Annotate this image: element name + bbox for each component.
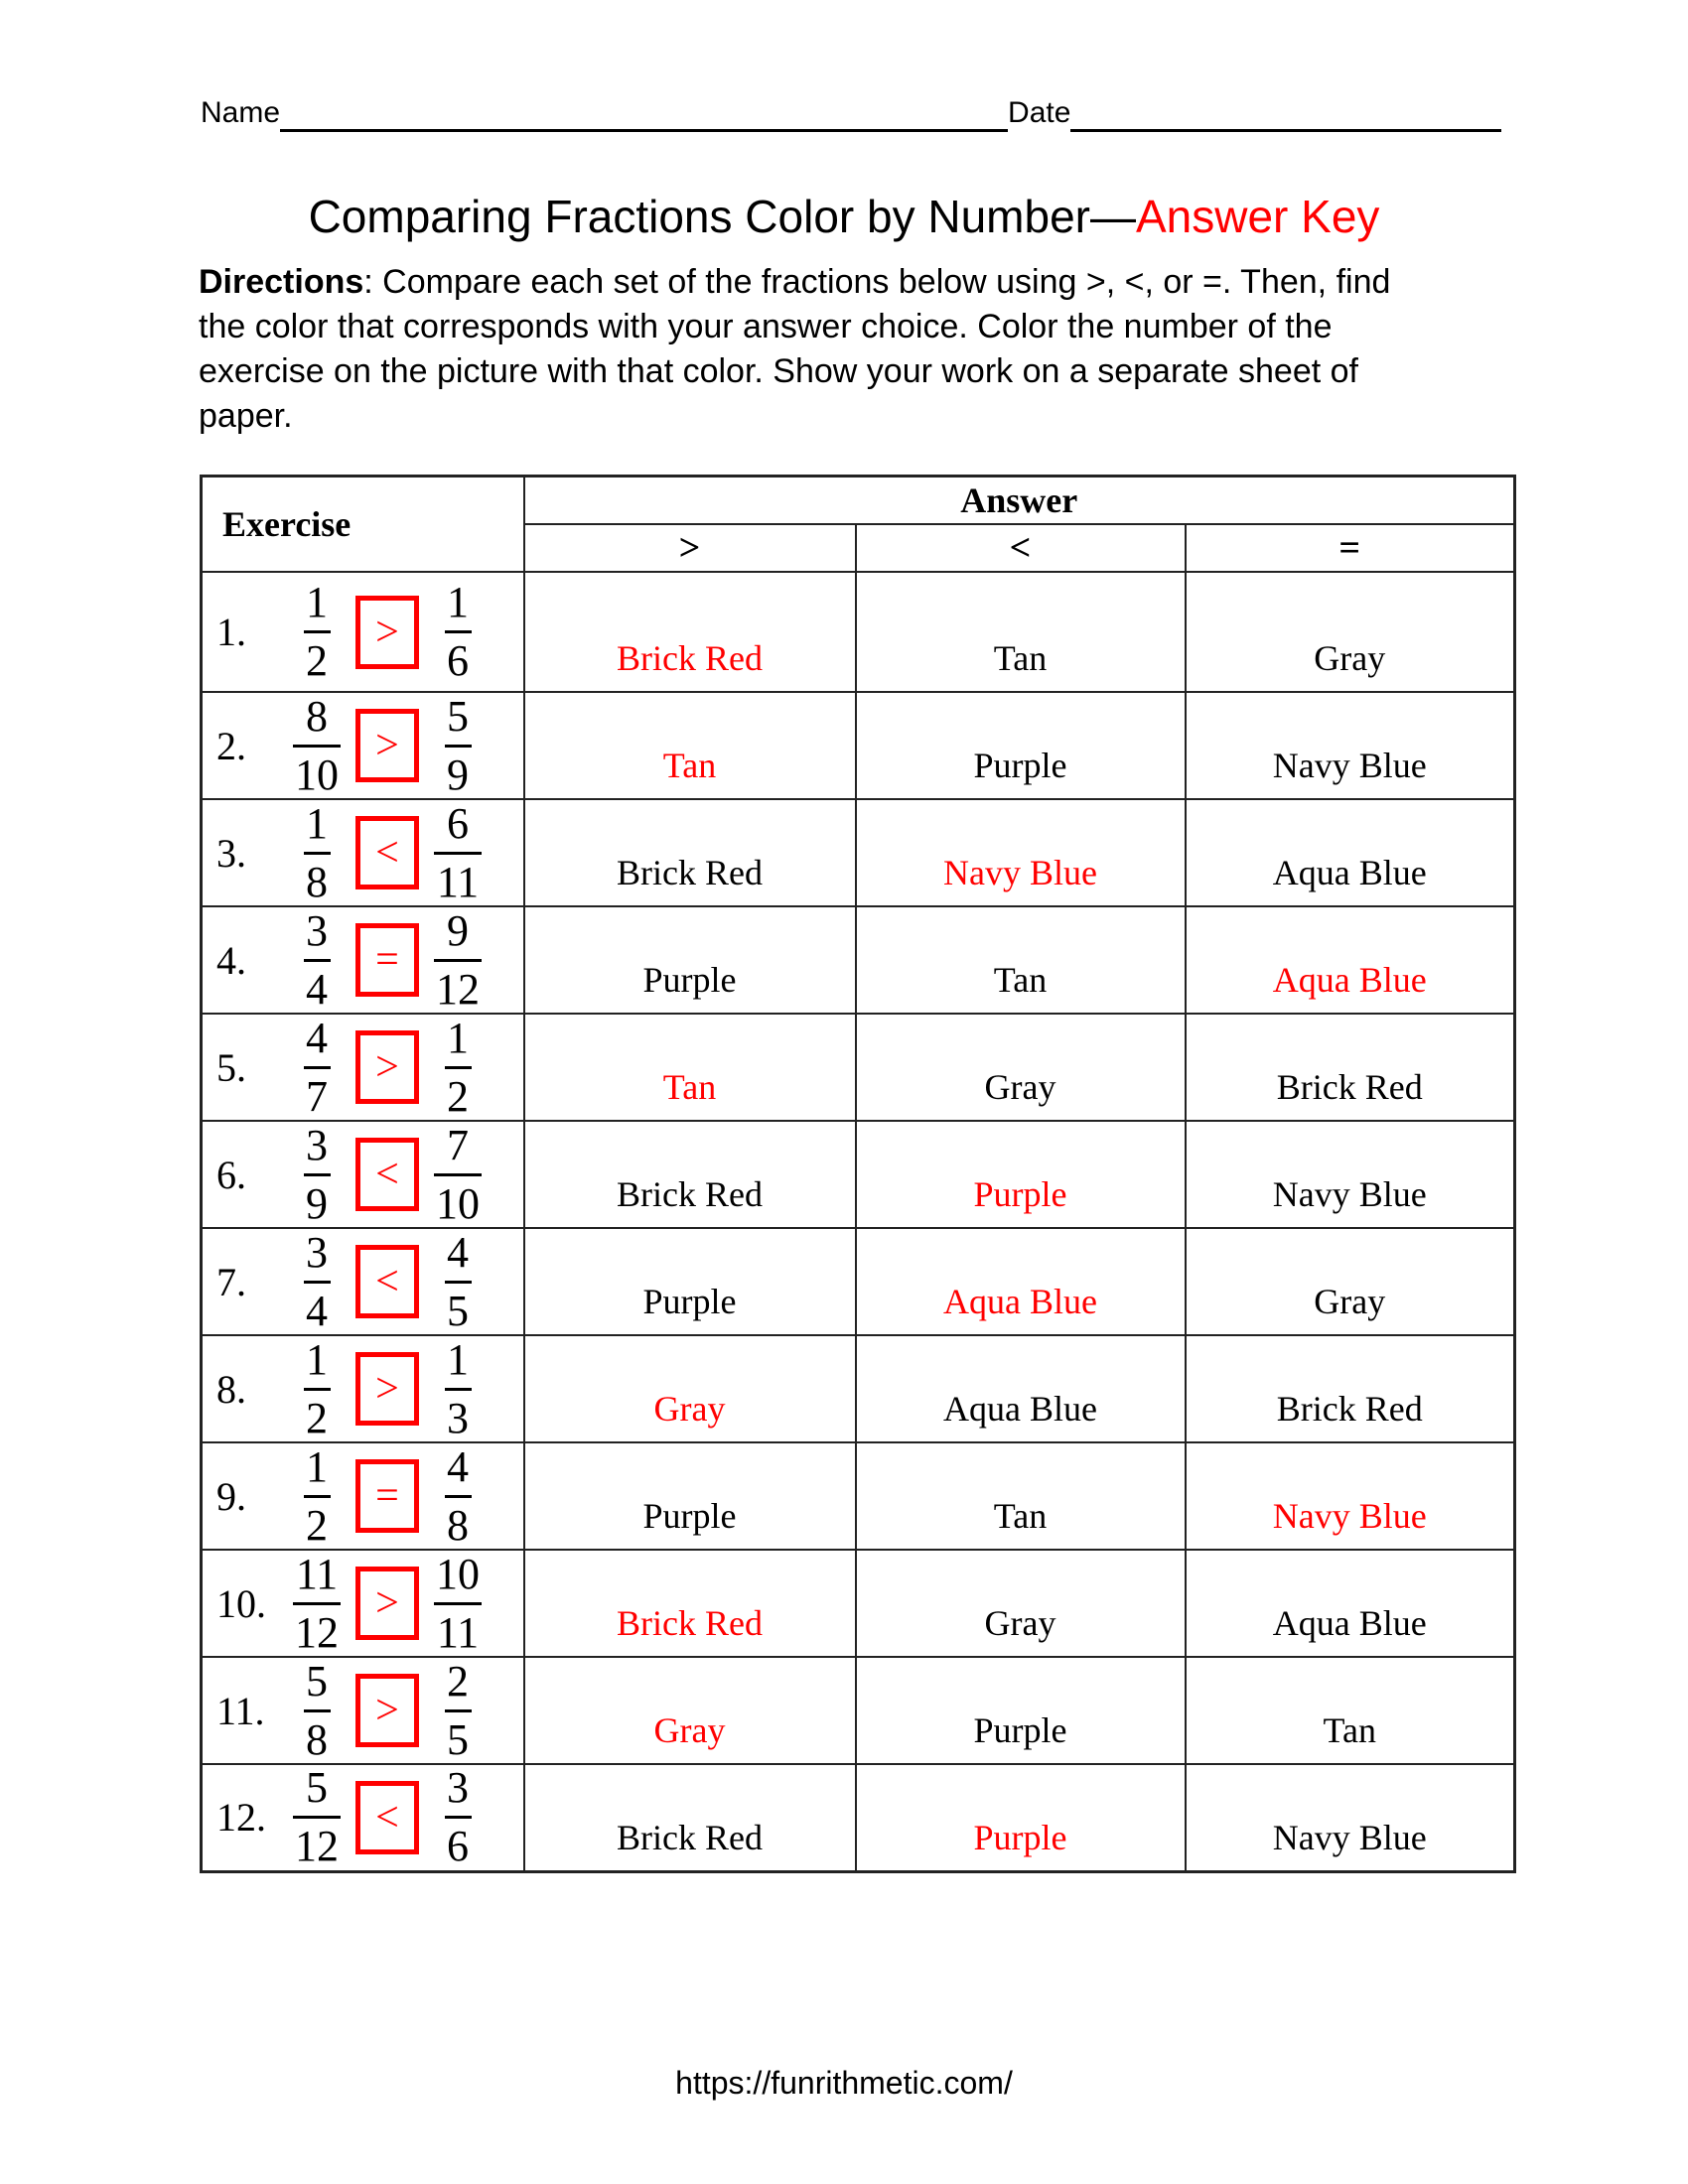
comparison-symbol: < <box>375 1259 399 1304</box>
fraction-denominator: 11 <box>436 1607 480 1657</box>
exercise-cell <box>202 572 524 692</box>
fraction-left <box>290 1013 344 1121</box>
comparison-symbol: < <box>375 1152 399 1197</box>
fraction-bar <box>304 630 331 633</box>
fraction-right <box>431 1120 485 1228</box>
fraction-numerator: 1 <box>306 1441 328 1491</box>
fraction-denominator: 11 <box>436 857 480 906</box>
fraction-bar <box>434 959 482 962</box>
exercise-cell <box>202 1014 524 1121</box>
fraction-numerator: 1 <box>447 1334 469 1384</box>
fraction-bar <box>304 1495 331 1498</box>
fraction-bar <box>445 1816 472 1819</box>
fraction-bar <box>304 1281 331 1284</box>
fraction-bar <box>434 852 482 855</box>
answer-gt-cell: Gray <box>524 1335 856 1442</box>
answer-eq-cell: Brick Red <box>1186 1014 1515 1121</box>
table-header-row-1 <box>202 477 1515 525</box>
exercise-content <box>216 1549 522 1657</box>
exercise-content <box>216 905 522 1014</box>
answer-gt-cell: Purple <box>524 1442 856 1550</box>
comparison-symbol: = <box>375 1473 399 1519</box>
fraction-denominator: 7 <box>306 1071 328 1121</box>
fraction-right <box>431 1334 485 1442</box>
fraction-numerator: 5 <box>306 1763 328 1813</box>
fraction-right <box>431 905 485 1014</box>
fraction-right <box>431 1763 485 1871</box>
answer-gt-cell: Purple <box>524 906 856 1014</box>
answer-gt-cell: Purple <box>524 1228 856 1335</box>
equals-column-header: = <box>1186 524 1515 572</box>
answer-lt-cell: Tan <box>856 906 1186 1014</box>
exercise-cell <box>202 906 524 1014</box>
date-label: Date <box>1008 96 1071 129</box>
fraction-right <box>431 1013 485 1121</box>
answer-gt-cell: Tan <box>524 1014 856 1121</box>
fraction-bar <box>445 1709 472 1712</box>
answer-lt-cell: Tan <box>856 1442 1186 1550</box>
exercise-cell <box>202 1442 524 1550</box>
exercise-number: 5. <box>216 1044 246 1090</box>
answer-lt-cell: Purple <box>856 1121 1186 1228</box>
directions-line-4: paper. <box>199 397 293 435</box>
comparison-symbol: > <box>375 1366 399 1412</box>
fraction-numerator: 4 <box>447 1441 469 1491</box>
exercise-number: 6. <box>216 1152 246 1197</box>
fraction-numerator: 1 <box>447 578 469 626</box>
exercise-number: 7. <box>216 1259 246 1304</box>
fraction-bar <box>445 1281 472 1284</box>
exercise-number: 11. <box>216 1688 265 1733</box>
fraction-numerator: 4 <box>306 1013 328 1062</box>
exercise-cell <box>202 1550 524 1657</box>
exercise-content <box>216 798 522 906</box>
fraction-bar <box>445 745 472 748</box>
exercise-cell <box>202 1657 524 1764</box>
fraction-denominator: 2 <box>306 636 328 685</box>
answer-gt-cell: Brick Red <box>524 572 856 692</box>
table-row <box>202 906 1515 1014</box>
fraction-denominator: 12 <box>436 964 480 1014</box>
fraction-right <box>431 1441 485 1550</box>
answer-eq-cell: Navy Blue <box>1186 1121 1515 1228</box>
answer-eq-cell: Gray <box>1186 1228 1515 1335</box>
comparison-answer-box <box>355 1030 419 1104</box>
exercise-cell <box>202 799 524 906</box>
comparison-answer-box <box>355 596 419 669</box>
fraction-numerator: 1 <box>306 1334 328 1384</box>
name-date-row <box>201 93 1501 132</box>
comparison-answer-box <box>355 1781 419 1854</box>
fraction-denominator: 8 <box>306 857 328 906</box>
directions-line-2: the color that corresponds with your answer choice. Color the number of the <box>199 308 1333 345</box>
comparison-answer-box <box>355 1352 419 1426</box>
fraction-bar <box>434 1602 482 1605</box>
table-row <box>202 1550 1515 1657</box>
comparison-answer-box <box>355 816 419 889</box>
exercise-number: 8. <box>216 1366 246 1412</box>
comparison-symbol: < <box>375 1794 399 1841</box>
table-row <box>202 692 1515 799</box>
fraction-denominator: 8 <box>306 1714 328 1764</box>
exercise-number: 10. <box>216 1580 266 1626</box>
answer-lt-cell: Gray <box>856 1014 1186 1121</box>
comparison-symbol: = <box>375 937 399 983</box>
comparison-symbol: > <box>375 723 399 768</box>
fraction-numerator: 3 <box>306 1120 328 1169</box>
directions-line-3: exercise on the picture with that color. Show your work on a separate sheet of <box>199 352 1358 390</box>
directions-line-1 <box>199 260 1534 305</box>
exercise-content <box>216 578 522 685</box>
comparison-answer-box <box>355 1459 419 1533</box>
comparison-answer-box <box>355 1567 419 1640</box>
fraction-numerator: 10 <box>436 1549 480 1598</box>
comparison-answer-box <box>355 1245 419 1318</box>
comparison-symbol: < <box>375 830 399 876</box>
answer-eq-cell: Brick Red <box>1186 1335 1515 1442</box>
directions-line-1-text: : Compare each set of the fractions below using >, <, or =. Then, find <box>363 263 1391 301</box>
table-row <box>202 1014 1515 1121</box>
exercise-number: 9. <box>216 1473 246 1519</box>
exercise-content <box>216 1227 522 1335</box>
fraction-right <box>431 691 485 799</box>
exercise-cell <box>202 1228 524 1335</box>
exercise-cell <box>202 1121 524 1228</box>
fraction-left <box>290 905 344 1014</box>
fraction-left <box>290 1120 344 1228</box>
footer-url: https://funrithmetic.com/ <box>675 2065 1013 2101</box>
answer-eq-cell: Aqua Blue <box>1186 799 1515 906</box>
comparison-answer-box <box>355 709 419 782</box>
fraction-denominator: 9 <box>447 750 469 799</box>
fraction-denominator: 4 <box>306 1286 328 1335</box>
exercise-number: 3. <box>216 830 246 876</box>
exercise-header: Exercise <box>202 477 524 573</box>
fraction-numerator: 11 <box>295 1549 339 1598</box>
fraction-numerator: 1 <box>306 578 328 626</box>
exercise-number: 2. <box>216 723 246 768</box>
fraction-bar <box>445 1495 472 1498</box>
fraction-denominator: 5 <box>447 1714 469 1764</box>
fraction-denominator: 10 <box>436 1178 480 1228</box>
exercise-cell <box>202 692 524 799</box>
fraction-numerator: 8 <box>306 691 328 741</box>
fraction-denominator: 6 <box>447 636 469 685</box>
fraction-right <box>431 1549 485 1657</box>
table-row <box>202 572 1515 692</box>
fraction-bar <box>304 852 331 855</box>
exercise-content <box>216 1334 522 1442</box>
name-label: Name <box>201 96 281 129</box>
answer-lt-cell: Aqua Blue <box>856 1228 1186 1335</box>
table-row <box>202 1228 1515 1335</box>
answer-eq-cell: Navy Blue <box>1186 1764 1515 1871</box>
fraction-left <box>290 691 344 799</box>
fraction-denominator: 10 <box>295 750 339 799</box>
answer-eq-cell: Tan <box>1186 1657 1515 1764</box>
fraction-bar <box>434 1173 482 1176</box>
answer-eq-cell: Aqua Blue <box>1186 1550 1515 1657</box>
answer-eq-cell: Gray <box>1186 572 1515 692</box>
exercise-number: 1. <box>216 610 246 654</box>
comparison-answer-box <box>355 1674 419 1747</box>
fraction-numerator: 6 <box>447 798 469 848</box>
answer-gt-cell: Brick Red <box>524 1764 856 1871</box>
directions-label: Directions <box>199 263 364 301</box>
fraction-left <box>290 1763 344 1871</box>
fraction-right <box>431 1227 485 1335</box>
fraction-bar <box>304 1066 331 1069</box>
fraction-numerator: 1 <box>306 798 328 848</box>
exercise-number: 4. <box>216 937 246 983</box>
fraction-left <box>290 1656 344 1764</box>
fraction-right <box>431 578 485 685</box>
fraction-numerator: 7 <box>447 1120 469 1169</box>
answer-eq-cell: Navy Blue <box>1186 1442 1515 1550</box>
fraction-bar <box>304 1388 331 1391</box>
answer-lt-cell: Navy Blue <box>856 799 1186 906</box>
answer-gt-cell: Tan <box>524 692 856 799</box>
table-row <box>202 799 1515 906</box>
comparison-symbol: > <box>375 1044 399 1090</box>
answer-table <box>200 475 1516 1873</box>
name-blank-line[interactable] <box>280 93 1008 132</box>
title-answer-key: Answer Key <box>1135 191 1380 242</box>
comparison-symbol: > <box>375 1688 399 1733</box>
fraction-left <box>290 578 344 685</box>
fraction-denominator: 2 <box>447 1071 469 1121</box>
fraction-bar <box>304 1173 331 1176</box>
answer-eq-cell: Aqua Blue <box>1186 906 1515 1014</box>
fraction-right <box>431 798 485 906</box>
answer-lt-cell: Purple <box>856 1657 1186 1764</box>
table-row <box>202 1657 1515 1764</box>
exercise-content <box>216 1763 522 1871</box>
fraction-bar <box>304 1709 331 1712</box>
answer-eq-cell: Navy Blue <box>1186 692 1515 799</box>
comparison-symbol: > <box>375 609 399 655</box>
answer-lt-cell: Gray <box>856 1550 1186 1657</box>
exercise-content <box>216 691 522 799</box>
table-row <box>202 1442 1515 1550</box>
answer-lt-cell: Purple <box>856 692 1186 799</box>
fraction-numerator: 4 <box>447 1227 469 1277</box>
fraction-numerator: 9 <box>447 905 469 955</box>
comparison-symbol: > <box>375 1580 399 1626</box>
answer-lt-cell: Purple <box>856 1764 1186 1871</box>
fraction-denominator: 2 <box>306 1500 328 1550</box>
fraction-numerator: 3 <box>306 905 328 955</box>
fraction-bar <box>445 630 472 633</box>
fraction-numerator: 3 <box>306 1227 328 1277</box>
fraction-left <box>290 1227 344 1335</box>
answer-gt-cell: Brick Red <box>524 1550 856 1657</box>
directions <box>199 260 1534 439</box>
page-title <box>0 189 1688 246</box>
table-row <box>202 1121 1515 1228</box>
fraction-numerator: 3 <box>447 1763 469 1813</box>
exercise-number: 12. <box>216 1795 266 1841</box>
answer-gt-cell: Brick Red <box>524 1121 856 1228</box>
fraction-bar <box>293 1816 341 1819</box>
answer-gt-cell: Brick Red <box>524 799 856 906</box>
table-row <box>202 1764 1515 1871</box>
exercise-content <box>216 1441 522 1550</box>
fraction-left <box>290 1334 344 1442</box>
answer-lt-cell: Tan <box>856 572 1186 692</box>
answer-gt-cell: Gray <box>524 1657 856 1764</box>
fraction-denominator: 12 <box>295 1607 339 1657</box>
fraction-left <box>290 798 344 906</box>
exercise-cell <box>202 1764 524 1871</box>
comparison-answer-box <box>355 923 419 997</box>
fraction-denominator: 4 <box>306 964 328 1014</box>
fraction-numerator: 2 <box>447 1656 469 1706</box>
fraction-denominator: 2 <box>306 1393 328 1442</box>
fraction-left <box>290 1441 344 1550</box>
fraction-denominator: 6 <box>447 1822 469 1871</box>
fraction-bar <box>293 745 341 748</box>
fraction-denominator: 3 <box>447 1393 469 1442</box>
fraction-bar <box>445 1066 472 1069</box>
fraction-right <box>431 1656 485 1764</box>
greater-than-column-header: > <box>524 524 856 572</box>
fraction-numerator: 5 <box>306 1656 328 1706</box>
fraction-bar <box>293 1602 341 1605</box>
answer-header: Answer <box>524 477 1515 525</box>
comparison-answer-box <box>355 1138 419 1211</box>
exercise-content <box>216 1656 522 1764</box>
fraction-bar <box>304 959 331 962</box>
exercise-content <box>216 1120 522 1228</box>
fraction-numerator: 5 <box>447 691 469 741</box>
fraction-denominator: 5 <box>447 1286 469 1335</box>
fraction-bar <box>445 1388 472 1391</box>
fraction-denominator: 8 <box>447 1500 469 1550</box>
table-row <box>202 1335 1515 1442</box>
fraction-denominator: 12 <box>295 1822 339 1871</box>
fraction-numerator: 1 <box>447 1013 469 1062</box>
fraction-denominator: 9 <box>306 1178 328 1228</box>
fraction-left <box>290 1549 344 1657</box>
date-blank-line[interactable] <box>1070 93 1501 132</box>
less-than-column-header: < <box>856 524 1186 572</box>
title-main: Comparing Fractions Color by Number— <box>308 191 1136 242</box>
exercise-cell <box>202 1335 524 1442</box>
answer-lt-cell: Aqua Blue <box>856 1335 1186 1442</box>
exercise-content <box>216 1013 522 1121</box>
